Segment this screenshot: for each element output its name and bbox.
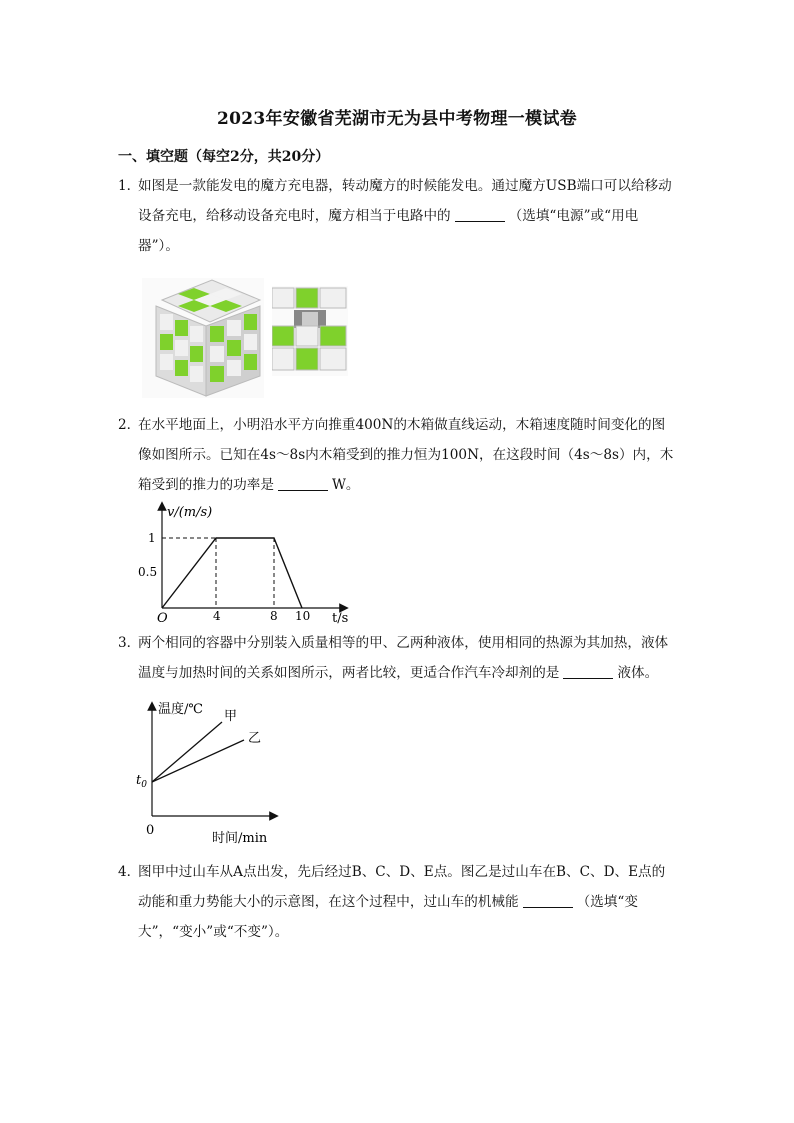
x-axis-label: t/s (332, 611, 349, 626)
tick-label: 10 (295, 609, 311, 623)
tick-label: 8 (270, 609, 278, 623)
question-number: 1． (118, 178, 141, 194)
question-text: 如图是一款能发电的魔方充电器，转动魔方的时候能发电。通过魔方USB端口可以给移动设备充电，给移动设备充电时，魔方相当于电路中的 (138, 178, 672, 224)
y-intercept-label: $t_0$ (136, 773, 147, 790)
velocity-time-graph (132, 498, 362, 630)
y-axis-label: 温度/℃ (158, 702, 203, 717)
origin-label: O (157, 611, 168, 626)
series-label: 甲 (224, 709, 238, 724)
tick-label: 4 (213, 609, 221, 623)
question-2 (118, 410, 678, 500)
question-number: 2． (118, 417, 141, 433)
question-3 (118, 628, 678, 688)
section-heading: 一、填空题（每空2分，共20分） (118, 149, 330, 165)
question-text-tail: 液体。 (617, 665, 659, 681)
question-number: 4． (118, 864, 141, 880)
tick-label: 1 (148, 531, 156, 545)
question-text-tail: W。 (331, 477, 360, 493)
question-text-tail: （选填“变大”，“变小”或“不变”）。 (138, 894, 638, 940)
answer-blank[interactable] (455, 207, 505, 222)
x-axis-label: 时间/min (212, 831, 268, 846)
question-1 (118, 171, 678, 261)
cube-charger-image (142, 278, 264, 402)
velocity-line (162, 538, 302, 608)
question-text: 两个相同的容器中分别装入质量相等的甲、乙两种液体，使用相同的热源为其加热，液体温度与加热时间的关系如图所示，两者比较，更适合作汽车冷却剂的是 (138, 635, 669, 681)
series-yi-line (152, 740, 244, 782)
cube-charger-opened-image (272, 286, 348, 380)
question-text: 在水平地面上，小明沿水平方向推重400N的木箱做直线运动，木箱速度随时间变化的图像如图所示。已知在4s～8s内木箱受到的推力恒为100N，在这段时间（4s～8s）内，木箱受到的推力的功率是 (138, 417, 674, 493)
question-4 (118, 857, 678, 947)
series-label: 乙 (248, 731, 262, 746)
page-title: 2023年安徽省芜湖市无为县中考物理一模试卷 (217, 109, 577, 129)
answer-blank[interactable] (523, 893, 573, 908)
y-axis-label: v/(m/s) (167, 505, 213, 520)
series-jia-line (152, 722, 222, 782)
question-number: 3． (118, 635, 141, 651)
question-text: 图甲中过山车从A点出发，先后经过B、C、D、E点。图乙是过山车在B、C、D、E点的动能和重力势能大小的示意图，在这个过程中，过山车的机械能 (138, 864, 666, 910)
tick-label: 0.5 (138, 565, 158, 579)
answer-blank[interactable] (563, 664, 613, 679)
temperature-time-graph (132, 698, 292, 852)
answer-blank[interactable] (278, 476, 328, 491)
origin-label: 0 (146, 823, 155, 838)
question-text-tail: （选填“电源”或“用电器”）。 (138, 208, 639, 254)
